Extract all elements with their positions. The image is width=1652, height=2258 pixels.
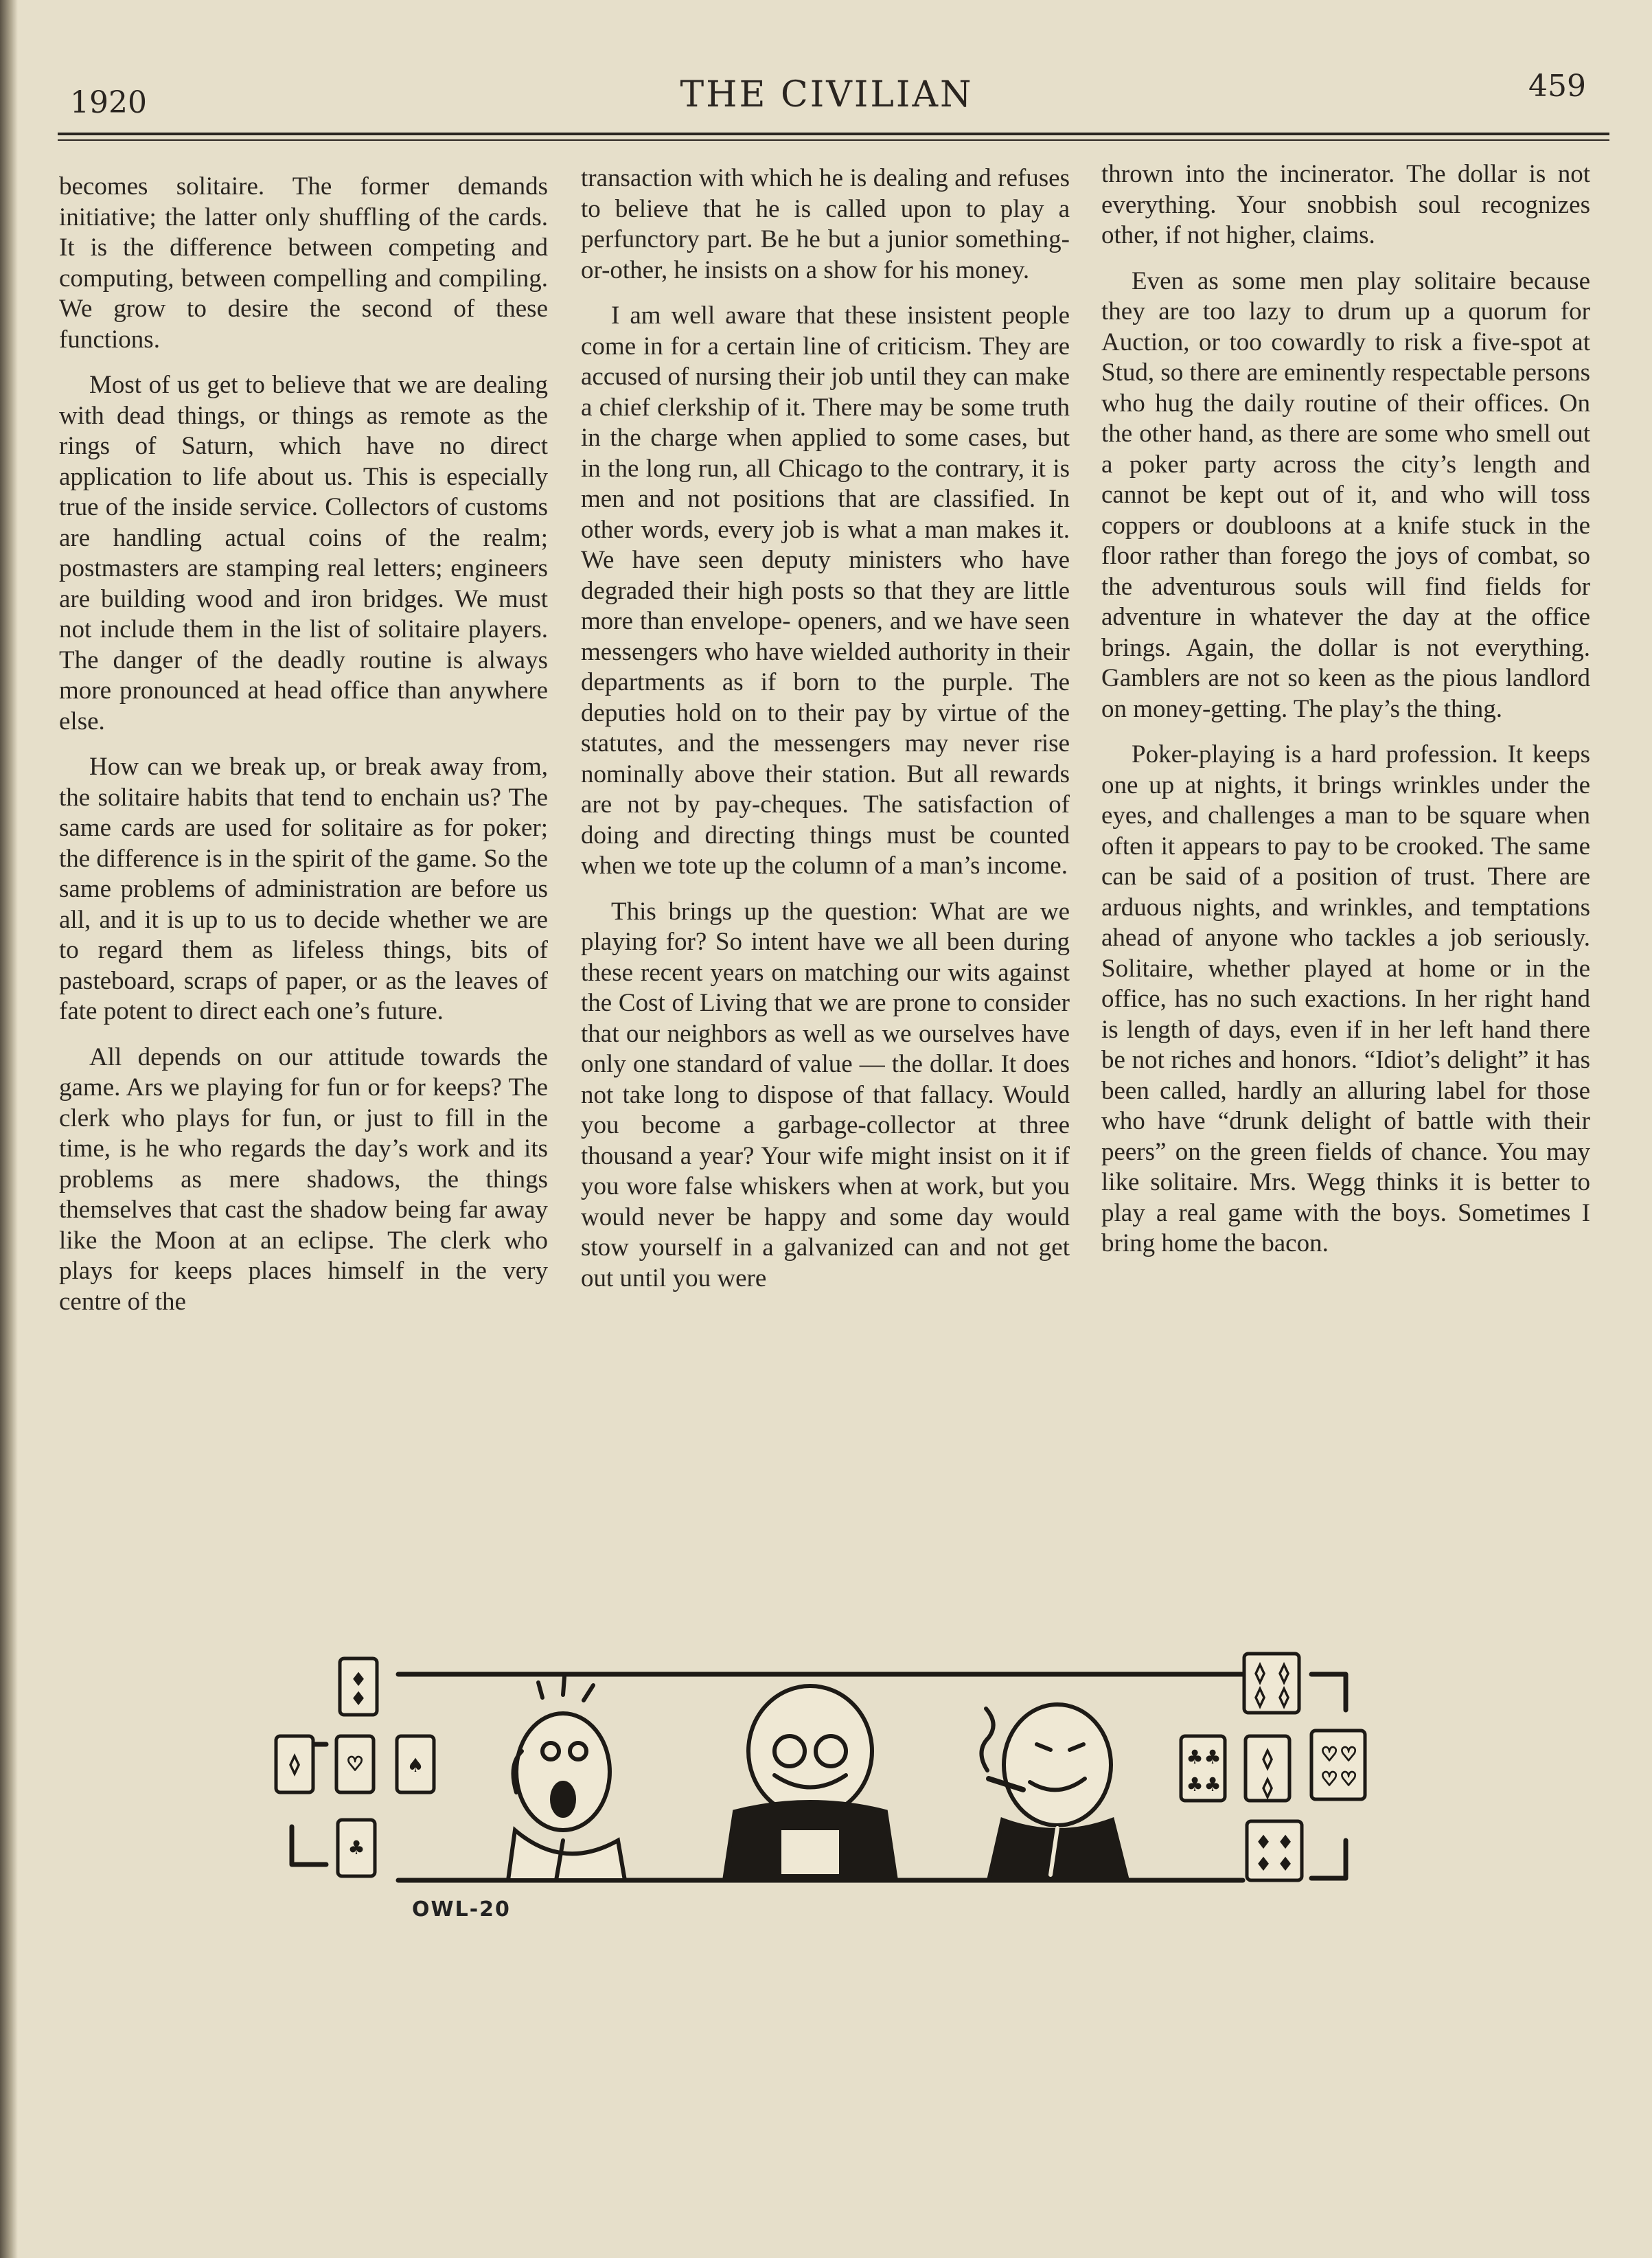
svg-text:◊: ◊ (1279, 1661, 1289, 1684)
svg-text:◊: ◊ (290, 1753, 299, 1775)
header-year: 1920 (70, 85, 147, 120)
paragraph: Poker-playing is a hard profession. It keeps one up at nights, it brings wrinkles under the eyes, and challenges a man to be square when often it appears to pay to be crooked. The same can be said of a position of trust. There are arduous nights, and wrinkles, and temptations ahead of anyone who tackles a job seriously. Solitaire, whether played at home or in the office, has no such exactions. In her right hand is length of days, even if in her left hand there be not riches and honors. “Idiot’s delight” it has been called, hardly an alluring label for those who have “drunk delight of battle with their peers” on the green fields of chance. You may like solitaire. Mrs. Wegg thinks it is better to play a real game with the boys. Sometimes I bring home the bacon. (1101, 740, 1590, 1257)
svg-text:♡: ♡ (1320, 1768, 1338, 1790)
svg-text:♡: ♡ (1340, 1743, 1357, 1766)
paragraph: This brings up the question: What are we playing for? So intent have we all been during these recent years on matching our wits against the Cost of Living that we are prone to consider that our neighbors as well as we ourselves have only one standard of value — the dollar. It does not take long to dispose of that fallacy. Would you become a garbage-collector at three thousand a year? Your wife might insist on it if you wore false whiskers when at work, but you would never be happy and some day would stow yourself in a galvanized can and not get out until you were (581, 897, 1070, 1292)
svg-text:♣: ♣ (1186, 1746, 1204, 1768)
svg-text:♡: ♡ (1320, 1743, 1338, 1766)
paragraph: How can we break up, or break away from, the solitaire habits that tend to enchain us? The same cards are used for solitaire as for poker; the difference is in the spirit of the game. So the same problems of administration are before us all, and it is up to us to decide whether we are to regard them as lifeless things, bits of pasteboard, scraps of paper, or as the leaves of fate potent to direct each one’s future. (59, 753, 548, 1025)
svg-text:♦: ♦ (349, 1668, 367, 1691)
svg-text:♡: ♡ (346, 1753, 364, 1775)
paragraph: Most of us get to believe that we are dealing with dead things, or things as remote as the rings of Saturn, which have no direct application to life about us. This is especially true of the inside service. Collectors of customs are handling actual coins of the realm; postmasters are stamping real letters; engineers are building wood and iron bridges. We must not include them in the list of solitaire players. The danger of the deadly routine is always more pronounced at head office than anywhere else. (59, 371, 548, 735)
svg-text:♣: ♣ (1204, 1773, 1221, 1796)
svg-text:♦: ♦ (349, 1687, 367, 1710)
text-column-1 (59, 172, 548, 1332)
frame-corner-bottom-right (1311, 1840, 1346, 1878)
paragraph: Even as some men play solitaire because they are too lazy to drum up a quorum for Auction, or too cowardly to risk a five-spot at Stud, so there are eminently respectable persons who hug the daily routine of their offices. On the other hand, as there are some who smell out a poker party across the city’s length and cannot be kept out of it, and who will toss coppers or doubloons at a knife stuck in the floor rather than forego the joys of combat, so the adventurous souls will find fields for adventure in whatever the day at the office brings. Again, the dollar is not everything. Gamblers are not so keen as the pious landlord on money-getting. The play’s the thing. (1101, 266, 1591, 723)
svg-text:♣: ♣ (1204, 1746, 1221, 1768)
page-header (58, 69, 1596, 130)
bald-player (724, 1686, 896, 1880)
page-edge (0, 0, 18, 2258)
svg-text:♠: ♠ (406, 1754, 424, 1777)
text-column-2 (581, 163, 1070, 1309)
svg-text:♦: ♦ (1254, 1831, 1272, 1854)
smoking-player (981, 1704, 1127, 1880)
frame-corner-top-right (1311, 1674, 1346, 1710)
artist-signature: OWL-20 (412, 1897, 511, 1921)
paragraph: I am well aware that these insistent people come in for a certain line of criticism. They are accused of nursing their job until they can make a chief clerkship of it. There may be some truth in the charge when applied to some cases, but in the long run, all Chicago to the contrary, it is men and not positions that are classified. In other words, every job is what a man makes it. We have seen deputy ministers who have degraded their high posts so that they are little more than envelope- openers, and we have seen messengers who have wielded authority in their departments as if born to the purple. The deputies hold on to their pay by virtue of the statutes, and the messengers may never rise nominally above their station. But all rewards are not by pay-cheques. The satisfaction of doing and directing things must be counted when we tote up the column of a man’s income. (581, 301, 1070, 880)
page-number: 459 (1528, 69, 1586, 104)
text-column-3 (1101, 159, 1590, 1275)
paragraph: transaction with which he is dealing and refuses to believe that he is called upon to play a perfunctory part. Be he but a junior something-or-other, he insists on a show for his money. (581, 164, 1070, 284)
svg-text:◊: ◊ (1255, 1685, 1265, 1708)
card-players-cartoon (261, 1634, 1373, 1923)
svg-text:♦: ♦ (1276, 1831, 1294, 1854)
svg-text:◊: ◊ (1279, 1685, 1289, 1708)
svg-text:♡: ♡ (1340, 1768, 1357, 1790)
svg-text:◊: ◊ (1255, 1661, 1265, 1684)
svg-text:♦: ♦ (1276, 1853, 1294, 1875)
svg-text:♣: ♣ (1186, 1773, 1204, 1796)
header-rule-thick (58, 133, 1609, 135)
svg-text:♦: ♦ (1254, 1853, 1272, 1875)
magazine-title: THE CIVILIAN (680, 74, 974, 115)
paragraph: becomes solitaire. The former demands initiative; the latter only shuffling of the cards. It is the difference between competing and computing, between compelling and compiling. We grow to desire the second of these functions. (59, 172, 548, 354)
card-diamonds-four (1244, 1654, 1299, 1713)
svg-text:♣: ♣ (347, 1836, 365, 1859)
startled-player (508, 1677, 625, 1880)
svg-text:◊: ◊ (1263, 1747, 1272, 1770)
header-rule-thin (58, 139, 1609, 141)
paragraph: thrown into the incinerator. The dollar is not everything. Your snobbish soul recognizes other, if not higher, claims. (1101, 160, 1590, 249)
paragraph: All depends on our attitude towards the game. Ars we playing for fun or for keeps? The clerk who plays for fun, or just to fill in the time, is he who regards the day’s work and its problems as mere shadows, the things themselves that cast the shadow being far away like the Moon at an eclipse. The clerk who plays for keeps places himself in the very centre of the (59, 1042, 548, 1316)
frame-corner-bottom-left (292, 1827, 326, 1864)
svg-text:◊: ◊ (1263, 1776, 1272, 1799)
